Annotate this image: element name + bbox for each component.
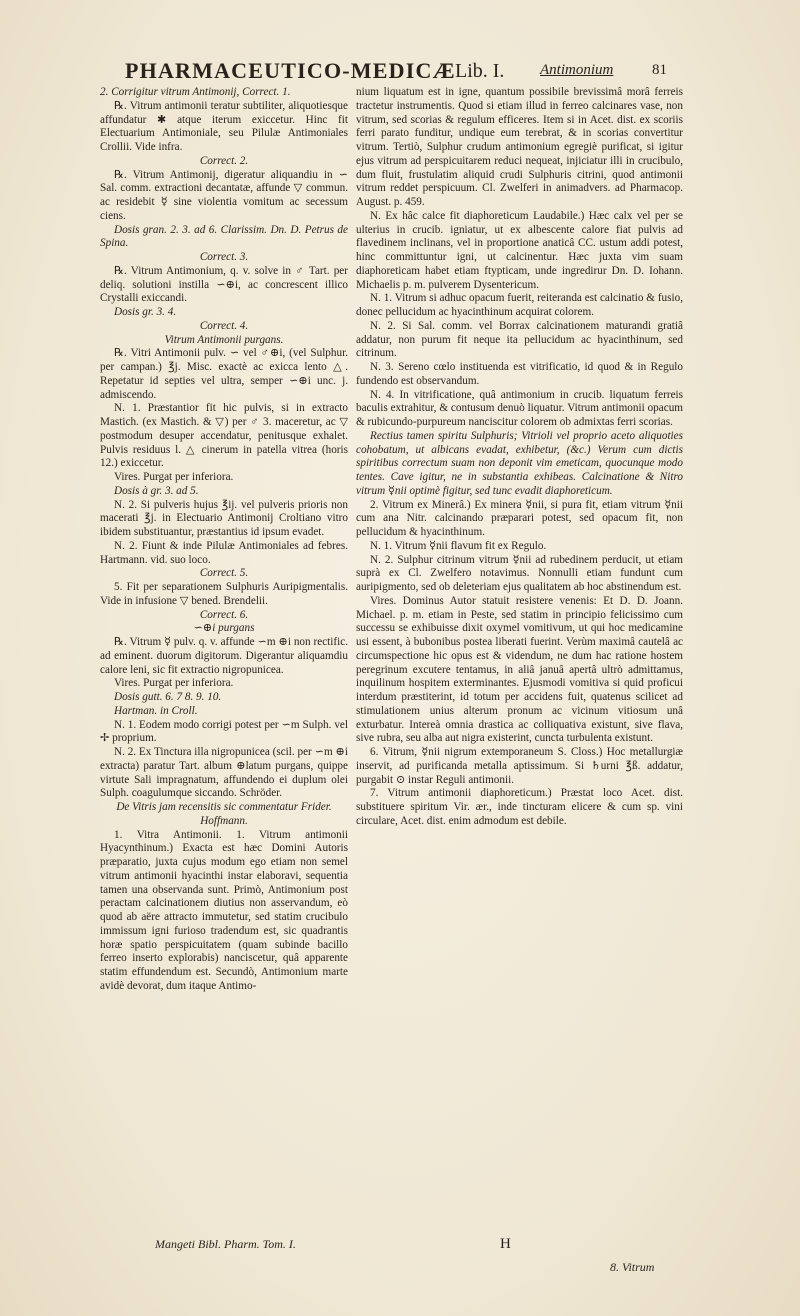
left-column [100, 86, 348, 994]
paragraph: Correct. 5. [199, 567, 249, 580]
paragraph: 1. Vitra Antimonii. 1. Vitrum antimonii Hyacynthinum.) Exacta est hæc Domini Autoris præparatio, juxta cujus modum ego etiam non semel vitrum antimonii hyacinthi instar elaboravi, sequentia tamen una observanda sunt. Primò, Antimonium post peractam calcinationem diutius non asservandum, eò quod ab aëre attracto immutetur, sed statim crucibulo immissum igni furioso tradendum est, sic quadrantis horæ spatio perspicuitatem (quam subinde bacillo ferreo inserto explorabis) nanciscetur, quâ apparente statim effundendum est. Secundò, Antimonium marte avidè devorat, dum itaque Antimo- [100, 828, 348, 992]
header-title: PHARMACEUTICO-MEDICÆ [125, 58, 456, 83]
paragraph: N. 1. Eodem modo corrigi potest per ∽m Sulph. vel ✢ proprium. [100, 718, 348, 745]
paragraph: 2. Vitrum ex Minerâ.) Ex minera ☿nii, si pura fit, etiam vitrum ☿nii cum ana Nitr. calcinando præparari potest, sed opacum fit, non pellucidum & hyacinthinum. [356, 498, 683, 538]
paragraph: N. 2. Si pulveris hujus ℥ij. vel pulveris prioris non macerati ℥j. in Electuario Antimonij Croltiano vitro ibidem substituantur, præstantius id ipsum evadet. [100, 498, 348, 538]
paragraph: Vitrum Antimonii purgans. [164, 333, 284, 346]
paragraph: Dosis gran. 2. 3. ad 6. Clarissim. Dn. D. Petrus de Spina. [100, 223, 348, 250]
paragraph: ∽⊕i purgans [193, 622, 255, 635]
paragraph: Dosis à gr. 3. ad 5. [114, 484, 199, 497]
paragraph: 6. Vitrum, ☿nii nigrum extemporaneum S. Closs.) Hoc metallurgiæ inservit, ad purificanda metalla aptissimum. Si ♄urni ℥ß. addatur, purgabit ⊙ instar Reguli antimonii. [356, 746, 683, 786]
paragraph: ℞. Vitri Antimonii pulv. ∽ vel ♂⊕i, (vel Sulphur. per campan.) ℥j. Misc. exactè ac exicca lento △. Repetatur id septies vel ultra, semper ∽⊕i unc. j. admiscendo. [100, 347, 348, 401]
paragraph: Correct. 3. [199, 251, 249, 263]
paragraph: N. 1. Præstantior fit hic pulvis, si in extracto Mastich. (ex Mastich. & ▽) per ♂ 3. maceretur, ac ▽ postmodum desuper accendatur, penitusque exhalet. Pulvis residuus l. △ cinerum in patella vitrea (horis 12.) exiccetur. [100, 402, 348, 470]
paragraph: N. 2. Sulphur citrinum vitrum ☿nii ad rubedinem perducit, ut etiam suprà ex Cl. Zwelfero notavimus. Nonnulli etiam fundunt cum auripigmento, sed ob deleteriam ejus qualitatem ab hoc abstinendum est. [356, 553, 683, 593]
paragraph: 7. Vitrum antimonii diaphoreticum.) Præstat loco Acet. dist. substituere spiritum Vir. ær., inde tincturam elicere & cum sp. vini circulare, Acet. dist. enim admodum est debile. [356, 787, 683, 827]
catchword: 8. Vitrum [610, 1260, 655, 1274]
paragraph: N. 4. In vitrificatione, quâ antimonium in crucib. liquatum ferreis baculis extrahitur, & contusum denuò liquatur. Vitrum antimonii opacum & rubicundo-purpureum nanciscitur colorem ob admixtas ferri scorias. [356, 388, 683, 428]
paragraph: N. 2. Fiunt & inde Pilulæ Antimoniales ad febres. Hartmann. vid. suo loco. [100, 539, 348, 566]
paragraph: Correct. 6. [199, 608, 249, 621]
paragraph: ℞. Vitrum antimonii teratur subtiliter, aliquotiesque affundatur ✱ atque iterum exiccetur. Hinc fit Electuarium Antimoniale, seu Pilulæ Antimoniales Crollii. Vide infra. [100, 99, 348, 153]
paragraph: Vires. Dominus Autor statuit resistere venenis: Et D. D. Joann. Michael. p. m. etiam in Peste, sed statim in principio felicissimo cum successu se exhibuisse dixit oxymel vomitivum, ut qui hoc medicamine usi essent, à bubonibus postea liberati fuerint. Verùm maximâ cautelâ ac circumspectione hic opus est & videndum, ne dum hac ratione hostem peregrinum excutere tentamus, in aliâ januâ apertâ ultrò admittamus, inquilinum hospitem exterminantes. Ejusmodi vomitiva si quid proficui interdum præstiterint, id totum per accidens fuit, quatenus scilicet ad stimulationem unius alterum pronum ac vicinum vitiosum unâ exturbatur. Intereà omnia drastica ac colliquativa existunt, sive flava, sive rubra, seu alba aut nigra existerint, cuncta turbulenta existunt. [356, 594, 683, 745]
paragraph: ℞. Vitrum ☿ pulv. q. v. affunde ∽m ⊕i non rectific. ad eminent. duorum digitorum. Digerantur aliquamdiu calore leni, sic fit extractio nigropunicea. [100, 636, 348, 676]
paragraph: De Vitris jam recensitis sic commentatur Frider. Hoffmann. [116, 801, 332, 827]
paragraph: nium liquatum est in igne, quantum possibile brevissimâ morâ ferreis tractetur instrumentis. Quod si etiam illud in ferreo calcinares vase, non vitrum, sed scorias & regulum efficeres. Item si in Acet. dist. ex scoriis ferri parato funditur, undique eum terebrat, & in scorias convertitur vitrum. Tertiò, Sulphur crudum antimonium egregiè purificat, si igitur ejus vitrum ad perspicuitarem reduci nequeat, injiciatur illi in crucibulo, dum fluit, frustulatim aliquid crudi Sulphuris citrini, quod antimonii vitrum reddet perspicuum. Cl. Zwelferi in animadvers. ad Pharmacop. August. p. 459. [356, 86, 683, 208]
paragraph: N. 1. Vitrum si adhuc opacum fuerit, reiteranda est calcinatio & fusio, donec pellucidum ac hyacinthinum acquirat colorem. [356, 292, 683, 318]
paragraph: Correct. 2. [199, 154, 249, 167]
paragraph: N. 3. Sereno cœlo instituenda est vitrificatio, id quod & in Regulo fundendo est observandum. [356, 361, 683, 387]
paragraph: Dosis gr. 3. 4. [114, 306, 177, 318]
page-number: 81 [652, 62, 667, 78]
paragraph: N. 2. Si Sal. comm. vel Borrax calcinationem maturandi gratiâ addatur, non purum fit neque ita pellucidum ac hyacinthinum, sed citrinum. [356, 319, 683, 360]
running-header [125, 58, 670, 84]
paragraph: Correct. 4. [199, 319, 249, 332]
paragraph: N. Ex hâc calce fit diaphoreticum Laudabile.) Hæc calx vel per se ulterius in crucib. igniatur, ut ex albescente calore fiat pulvis ad flavedinem inclinans, vel in proportione anaticâ CC. ustum addi potest, hinc committuntur igni, ut calcinentur. Hæc juxta vim suam diaphoreticam habet etiam ftypticam, unde ingredirur Dn. D. Iohann. Michaelis p. m. pulverem Dysentericum. [356, 209, 683, 291]
paragraph: ℞. Vitrum Antimonium, q. v. solve in ♂ Tart. per deliq. solutioni instilla ∽⊕i, ac concrescent illico Crystalli exiccandi. [100, 264, 348, 305]
paragraph: Dosis gutt. 6. 7 8. 9. 10. [114, 691, 222, 703]
header-section: Antimonium [540, 62, 614, 78]
paragraph: N. 1. Vitrum ☿nii flavum fit ex Regulo. [370, 539, 547, 552]
paragraph: Rectius tamen spiritu Sulphuris; Vitrioli vel proprio aceto aliquoties cohobatum, ut albicans evadat, exhibetur, (&c.) Verum cum dictis spiritibus correctum suam non deponit vim emeticam, quocunque modo tentes. Cave igitur, ne in substantia exhibeas. Calcinatione & Nitro vitrum ☿nii optimè figitur, sed tunc evadit diaphoreticum. [356, 429, 683, 497]
right-column [356, 86, 683, 829]
paragraph: Vires. Purgat per inferiora. [114, 471, 234, 483]
paragraph: ℞. Vitrum Antimonij, digeratur aliquandiu in ∽ Sal. comm. extractioni decantatæ, affunde ▽ commun. ac residebit ☿ sine violentia vomitum ac secessum ciens. [100, 168, 348, 222]
paragraph: 2. Corrigitur vitrum Antimonij, Correct. 1. [100, 86, 291, 98]
signature-mark: H [500, 1236, 511, 1252]
paragraph: Hartman. in Croll. [114, 704, 198, 717]
paragraph: N. 2. Ex Tinctura illa nigropunicea (scil. per ∽m ⊕i extracta) paratur Tart. album ⊕latum purgans, quippe virtute Sali impragnatum, affundendo ei duplum olei Sulph. coagulumque siccando. Schröder. [100, 746, 348, 800]
footer-bibliography: Mangeti Bibl. Pharm. Tom. I. [155, 1237, 296, 1251]
paragraph: Vires. Purgat per inferiora. [114, 677, 234, 690]
paragraph: 5. Fit per separationem Sulphuris Auripigmentalis. Vide in infusione ▽ bened. Brendelii. [100, 581, 348, 607]
header-book: Lib. I. [455, 60, 505, 82]
